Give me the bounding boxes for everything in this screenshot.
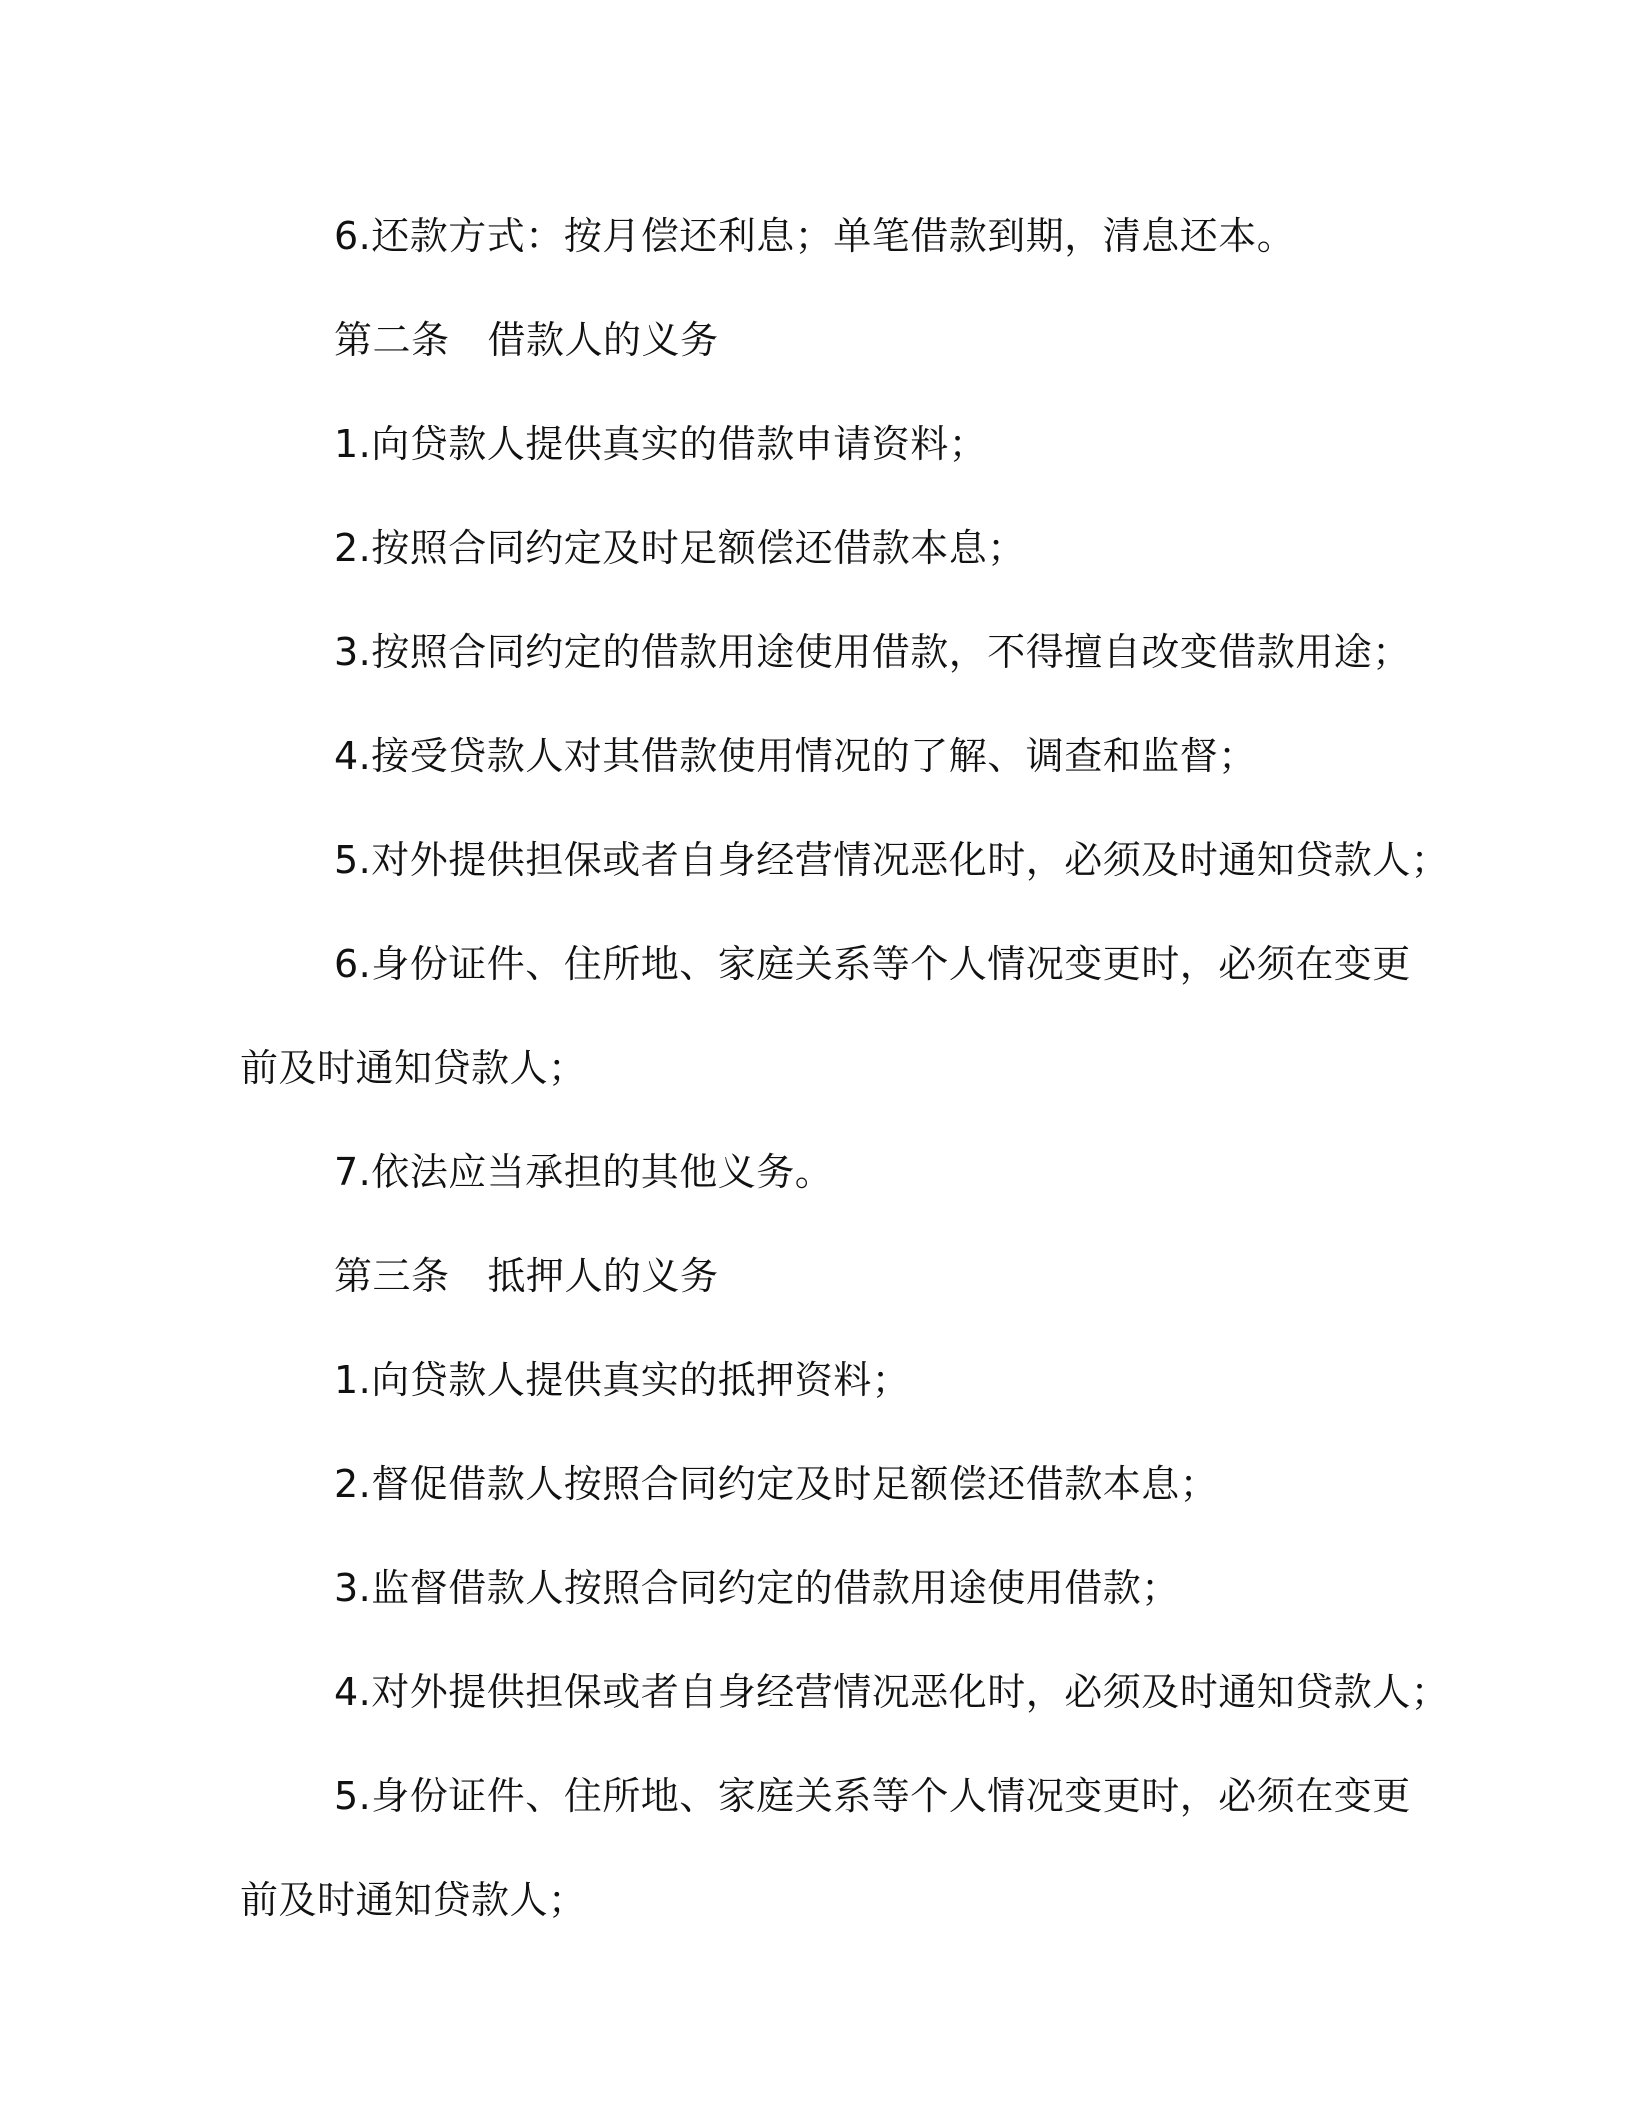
article-2-title: 借款人的义务 [487,318,719,362]
article-2-number: 第二条 [334,318,450,362]
borrower-duty-5: 5.对外提供担保或者自身经营情况恶化时，必须及时通知贷款人； [334,838,1450,882]
article-3-heading [240,1224,1380,1328]
mortgagor-duty-5-line-1: 5.身份证件、住所地、家庭关系等个人情况变更时，必须在变更 [334,1774,1411,1818]
paragraph-repayment-method: 6.还款方式：按月偿还利息；单笔借款到期，清息还本。 [334,214,1296,258]
article-3-number: 第三条 [334,1254,450,1298]
article-2-heading [240,288,1380,392]
borrower-duty-2: 2.按照合同约定及时足额偿还借款本息； [334,526,1026,570]
borrower-duty-1: 1.向贷款人提供真实的借款申请资料； [334,422,988,466]
article-3-title: 抵押人的义务 [487,1254,719,1298]
borrower-duty-4: 4.接受贷款人对其借款使用情况的了解、调查和监督； [334,734,1257,778]
mortgagor-duty-5-line-2: 前及时通知贷款人； [240,1878,587,1922]
mortgagor-duty-1: 1.向贷款人提供真实的抵押资料； [334,1358,911,1402]
document-body [240,184,1450,1952]
borrower-duty-3: 3.按照合同约定的借款用途使用借款，不得擅自改变借款用途； [334,630,1411,674]
borrower-duty-6-line-1: 6.身份证件、住所地、家庭关系等个人情况变更时，必须在变更 [334,942,1411,986]
mortgagor-duty-4: 4.对外提供担保或者自身经营情况恶化时，必须及时通知贷款人； [334,1670,1450,1714]
borrower-duty-6-line-2: 前及时通知贷款人； [240,1046,587,1090]
mortgagor-duty-3: 3.监督借款人按照合同约定的借款用途使用借款； [334,1566,1180,1610]
borrower-duty-7: 7.依法应当承担的其他义务。 [334,1150,834,1194]
mortgagor-duty-2: 2.督促借款人按照合同约定及时足额偿还借款本息； [334,1462,1219,1506]
